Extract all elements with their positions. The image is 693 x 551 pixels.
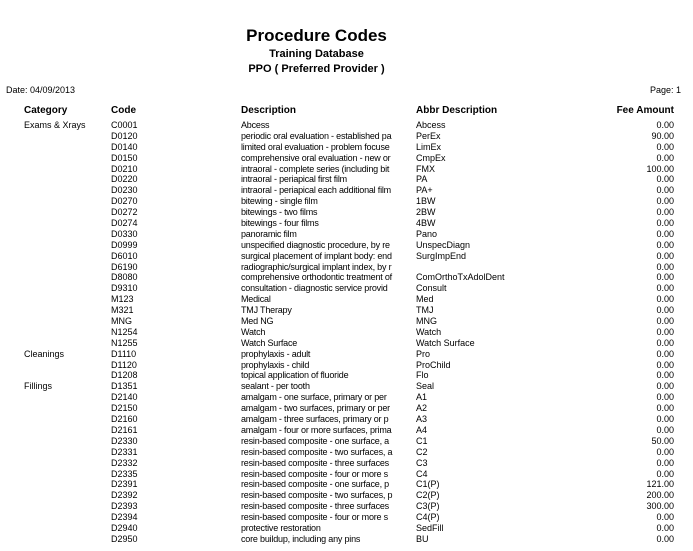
row-abbr: Watch bbox=[416, 326, 442, 337]
row-fee: 0.00 bbox=[656, 446, 674, 457]
column-header-fee: Fee Amount bbox=[616, 105, 674, 116]
row-code: D0270 bbox=[111, 196, 138, 207]
row-description: resin-based composite - three surfaces bbox=[241, 457, 389, 468]
table-row bbox=[0, 174, 693, 185]
row-description: resin-based composite - two surfaces, a bbox=[241, 446, 393, 457]
table-row bbox=[0, 436, 693, 447]
table-row bbox=[0, 196, 693, 207]
row-fee: 0.00 bbox=[656, 294, 674, 305]
row-code: D2394 bbox=[111, 512, 138, 523]
row-abbr: MNG bbox=[416, 316, 437, 327]
row-fee: 0.00 bbox=[656, 348, 674, 359]
table-row bbox=[0, 392, 693, 403]
row-description: intraoral - complete series (including bit bbox=[241, 163, 390, 174]
page-number: Page: 1 bbox=[649, 85, 681, 95]
column-header-description: Description bbox=[241, 105, 297, 116]
row-description: resin-based composite - two surfaces, p bbox=[241, 490, 393, 501]
row-code: D8080 bbox=[111, 272, 138, 283]
row-code: D2161 bbox=[111, 424, 138, 435]
table-row bbox=[0, 262, 693, 273]
row-fee: 0.00 bbox=[656, 261, 674, 272]
row-description: core buildup, including any pins bbox=[241, 533, 361, 544]
row-code: D2330 bbox=[111, 435, 138, 446]
row-fee: 0.00 bbox=[656, 337, 674, 348]
procedure-table bbox=[0, 120, 693, 545]
report-date: Date: 04/09/2013 bbox=[6, 85, 76, 95]
column-header-category: Category bbox=[24, 105, 68, 116]
row-abbr: C2(P) bbox=[416, 490, 440, 501]
row-description: amalgam - four or more surfaces, prima bbox=[241, 424, 392, 435]
row-description: intraoral - periapical first film bbox=[241, 174, 347, 185]
table-row bbox=[0, 229, 693, 240]
row-code: D0150 bbox=[111, 152, 138, 163]
row-description: surgical placement of implant body: end bbox=[241, 250, 392, 261]
row-description: panoramic film bbox=[241, 228, 297, 239]
table-row bbox=[0, 370, 693, 381]
row-code: D2332 bbox=[111, 457, 138, 468]
table-row bbox=[0, 218, 693, 229]
row-description: resin-based composite - four or more s bbox=[241, 512, 388, 523]
row-description: amalgam - two surfaces, primary or per bbox=[241, 403, 390, 414]
table-row bbox=[0, 523, 693, 534]
row-description: resin-based composite - four or more s bbox=[241, 468, 388, 479]
table-row bbox=[0, 338, 693, 349]
row-fee: 121.00 bbox=[646, 479, 674, 490]
table-row bbox=[0, 185, 693, 196]
row-fee: 0.00 bbox=[656, 141, 674, 152]
row-fee: 0.00 bbox=[656, 305, 674, 316]
row-code: N1255 bbox=[111, 337, 138, 348]
row-fee: 0.00 bbox=[656, 381, 674, 392]
table-row bbox=[0, 131, 693, 142]
table-row bbox=[0, 283, 693, 294]
row-code: D2392 bbox=[111, 490, 138, 501]
report-subtitle: Training Database bbox=[269, 48, 364, 60]
row-code: D2393 bbox=[111, 501, 138, 512]
table-row bbox=[0, 512, 693, 523]
row-fee: 0.00 bbox=[656, 370, 674, 381]
row-description: intraoral - periapical each additional film bbox=[241, 185, 391, 196]
row-fee: 100.00 bbox=[646, 163, 674, 174]
row-code: D2940 bbox=[111, 522, 138, 533]
row-code: D0140 bbox=[111, 141, 138, 152]
row-fee: 0.00 bbox=[656, 283, 674, 294]
row-fee: 0.00 bbox=[656, 207, 674, 218]
row-abbr: 1BW bbox=[416, 196, 436, 207]
row-abbr: ComOrthoTxAdolDent bbox=[416, 272, 505, 283]
row-fee: 50.00 bbox=[651, 435, 674, 446]
table-row bbox=[0, 207, 693, 218]
row-description: prophylaxis - adult bbox=[241, 348, 311, 359]
row-code: D6190 bbox=[111, 261, 138, 272]
row-fee: 0.00 bbox=[656, 522, 674, 533]
row-description: amalgam - one surface, primary or per bbox=[241, 392, 387, 403]
row-description: consultation - diagnostic service provid bbox=[241, 283, 388, 294]
row-code: D0230 bbox=[111, 185, 138, 196]
row-description: TMJ Therapy bbox=[241, 305, 292, 316]
table-row bbox=[0, 316, 693, 327]
row-code: D0210 bbox=[111, 163, 138, 174]
row-abbr: C1 bbox=[416, 435, 428, 446]
row-fee: 0.00 bbox=[656, 414, 674, 425]
row-code: D2391 bbox=[111, 479, 138, 490]
row-description: resin-based composite - one surface, a bbox=[241, 435, 389, 446]
row-description: radiographic/surgical implant index, by r bbox=[241, 261, 392, 272]
row-code: D1351 bbox=[111, 381, 138, 392]
row-description: comprehensive orthodontic treatment of bbox=[241, 272, 392, 283]
row-abbr: Consult bbox=[416, 283, 447, 294]
row-code: D2950 bbox=[111, 533, 138, 544]
row-category: Fillings bbox=[24, 381, 53, 392]
row-description: bitewings - four films bbox=[241, 218, 319, 229]
row-description: resin-based composite - three surfaces bbox=[241, 501, 389, 512]
row-description: unspecified diagnostic procedure, by re bbox=[241, 239, 390, 250]
row-abbr: TMJ bbox=[416, 305, 434, 316]
table-row bbox=[0, 305, 693, 316]
table-row bbox=[0, 294, 693, 305]
row-description: limited oral evaluation - problem focuse bbox=[241, 141, 390, 152]
row-fee: 0.00 bbox=[656, 533, 674, 544]
row-abbr: Watch Surface bbox=[416, 337, 475, 348]
row-abbr: A1 bbox=[416, 392, 428, 403]
row-abbr: LimEx bbox=[416, 141, 442, 152]
table-row bbox=[0, 251, 693, 262]
table-row bbox=[0, 425, 693, 436]
row-abbr: A4 bbox=[416, 424, 428, 435]
row-fee: 0.00 bbox=[656, 174, 674, 185]
row-abbr: C3 bbox=[416, 457, 428, 468]
row-abbr: A2 bbox=[416, 403, 428, 414]
row-abbr: 4BW bbox=[416, 218, 436, 229]
row-description: Medical bbox=[241, 294, 271, 305]
row-abbr: Pro bbox=[416, 348, 431, 359]
row-category: Cleanings bbox=[24, 348, 65, 359]
row-abbr: C3(P) bbox=[416, 501, 440, 512]
row-code: D2150 bbox=[111, 403, 138, 414]
row-fee: 0.00 bbox=[656, 392, 674, 403]
row-fee: 0.00 bbox=[656, 424, 674, 435]
table-row bbox=[0, 153, 693, 164]
table-row bbox=[0, 534, 693, 545]
table-row bbox=[0, 414, 693, 425]
table-row bbox=[0, 381, 693, 392]
row-abbr: PerEx bbox=[416, 130, 441, 141]
row-code: D0272 bbox=[111, 207, 138, 218]
row-code: D2140 bbox=[111, 392, 138, 403]
row-abbr: BU bbox=[416, 533, 429, 544]
table-row bbox=[0, 490, 693, 501]
row-fee: 0.00 bbox=[656, 316, 674, 327]
row-description: periodic oral evaluation - established pa bbox=[241, 130, 392, 141]
row-description: Watch bbox=[241, 326, 266, 337]
row-description: comprehensive oral evaluation - new or bbox=[241, 152, 391, 163]
row-abbr: PA+ bbox=[416, 185, 433, 196]
row-code: D1208 bbox=[111, 370, 138, 381]
row-fee: 0.00 bbox=[656, 359, 674, 370]
row-code: D9310 bbox=[111, 283, 138, 294]
table-row bbox=[0, 120, 693, 131]
table-row bbox=[0, 501, 693, 512]
row-abbr: UnspecDiagn bbox=[416, 239, 471, 250]
row-abbr: Abcess bbox=[416, 120, 446, 130]
table-row bbox=[0, 240, 693, 251]
row-fee: 200.00 bbox=[646, 490, 674, 501]
row-code: D0274 bbox=[111, 218, 138, 229]
column-header-abbr: Abbr Description bbox=[416, 105, 498, 116]
row-description: prophylaxis - child bbox=[241, 359, 310, 370]
row-fee: 90.00 bbox=[651, 130, 674, 141]
table-row bbox=[0, 360, 693, 371]
row-description: resin-based composite - one surface, p bbox=[241, 479, 389, 490]
row-fee: 0.00 bbox=[656, 403, 674, 414]
row-abbr: C4 bbox=[416, 468, 428, 479]
row-code: MNG bbox=[111, 316, 132, 327]
table-row bbox=[0, 272, 693, 283]
row-abbr: C2 bbox=[416, 446, 428, 457]
row-code: D0999 bbox=[111, 239, 138, 250]
table-row bbox=[0, 458, 693, 469]
row-abbr: C1(P) bbox=[416, 479, 440, 490]
row-fee: 0.00 bbox=[656, 250, 674, 261]
report-plan: PPO ( Preferred Provider ) bbox=[248, 63, 385, 75]
row-fee: 0.00 bbox=[656, 152, 674, 163]
row-fee: 0.00 bbox=[656, 468, 674, 479]
row-code: D6010 bbox=[111, 250, 138, 261]
row-code: M321 bbox=[111, 305, 134, 316]
row-fee: 0.00 bbox=[656, 512, 674, 523]
row-code: D2335 bbox=[111, 468, 138, 479]
table-row bbox=[0, 479, 693, 490]
table-row bbox=[0, 447, 693, 458]
row-fee: 0.00 bbox=[656, 196, 674, 207]
table-row bbox=[0, 142, 693, 153]
row-code: D2160 bbox=[111, 414, 138, 425]
row-abbr: Pano bbox=[416, 228, 438, 239]
row-code: C0001 bbox=[111, 120, 138, 130]
table-row bbox=[0, 349, 693, 360]
row-code: D0120 bbox=[111, 130, 138, 141]
row-fee: 0.00 bbox=[656, 120, 674, 130]
row-fee: 300.00 bbox=[646, 501, 674, 512]
row-description: topical application of fluoride bbox=[241, 370, 349, 381]
row-description: protective restoration bbox=[241, 522, 321, 533]
row-abbr: PA bbox=[416, 174, 428, 185]
row-abbr: Flo bbox=[416, 370, 429, 381]
row-code: D2331 bbox=[111, 446, 138, 457]
report-title: Procedure Codes bbox=[246, 26, 387, 45]
row-abbr: SurgImpEnd bbox=[416, 250, 467, 261]
row-abbr: CmpEx bbox=[416, 152, 446, 163]
row-abbr: Med bbox=[416, 294, 434, 305]
row-fee: 0.00 bbox=[656, 185, 674, 196]
row-abbr: Seal bbox=[416, 381, 435, 392]
row-description: Med NG bbox=[241, 316, 274, 327]
row-description: bitewing - single film bbox=[241, 196, 318, 207]
row-category: Exams & Xrays bbox=[24, 120, 86, 130]
row-fee: 0.00 bbox=[656, 326, 674, 337]
row-code: D0220 bbox=[111, 174, 138, 185]
row-description: bitewings - two films bbox=[241, 207, 318, 218]
row-description: Watch Surface bbox=[241, 337, 298, 348]
row-description: sealant - per tooth bbox=[241, 381, 310, 392]
row-code: M123 bbox=[111, 294, 134, 305]
row-code: D0330 bbox=[111, 228, 138, 239]
row-description: Abcess bbox=[241, 120, 270, 130]
table-row bbox=[0, 327, 693, 338]
row-fee: 0.00 bbox=[656, 218, 674, 229]
table-row bbox=[0, 469, 693, 480]
row-abbr: ProChild bbox=[416, 359, 451, 370]
row-abbr: FMX bbox=[416, 163, 435, 174]
row-abbr: 2BW bbox=[416, 207, 436, 218]
row-code: D1120 bbox=[111, 359, 137, 370]
row-abbr: A3 bbox=[416, 414, 428, 425]
row-fee: 0.00 bbox=[656, 272, 674, 283]
row-code: D1110 bbox=[111, 348, 137, 359]
row-fee: 0.00 bbox=[656, 239, 674, 250]
column-header-code: Code bbox=[111, 105, 136, 116]
table-row bbox=[0, 164, 693, 175]
row-code: N1254 bbox=[111, 326, 138, 337]
row-abbr: C4(P) bbox=[416, 512, 440, 523]
row-abbr: SedFill bbox=[416, 522, 444, 533]
table-row bbox=[0, 403, 693, 414]
row-description: amalgam - three surfaces, primary or p bbox=[241, 414, 389, 425]
row-fee: 0.00 bbox=[656, 228, 674, 239]
row-fee: 0.00 bbox=[656, 457, 674, 468]
